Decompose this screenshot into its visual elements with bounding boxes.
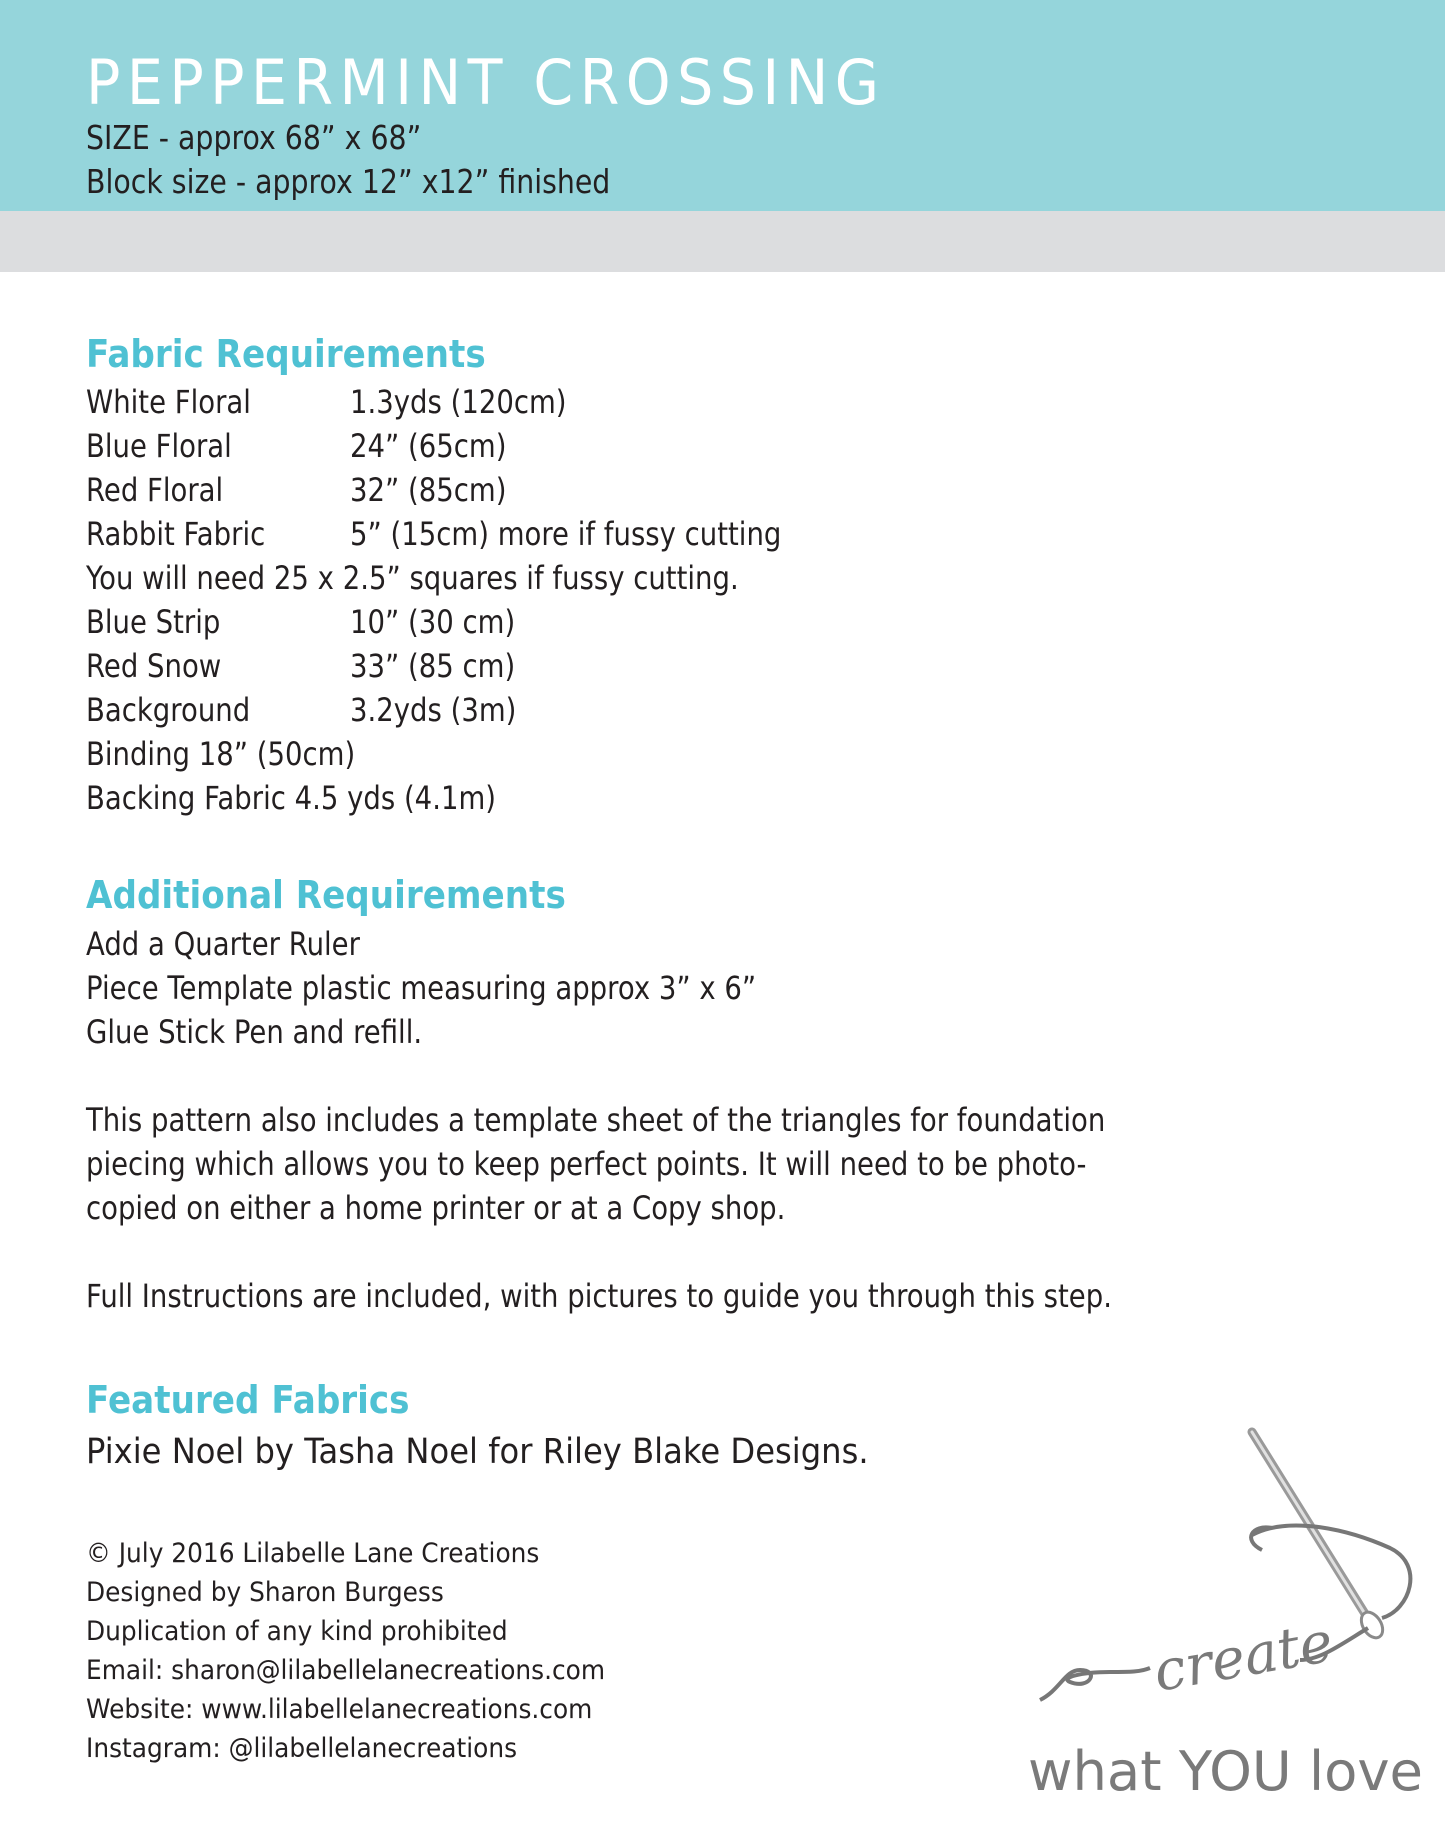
fabric-amount: 33” (85 cm) xyxy=(350,647,516,685)
fabric-amount: 5” (15cm) more if fussy cutting xyxy=(350,515,782,553)
create-what-you-love-logo xyxy=(1020,1420,1430,1820)
template-paragraph-line: copied on either a home printer or at a Copy shop. xyxy=(86,1189,786,1227)
instructions-paragraph: Full Instructions are included, with pictures to guide you through this step. xyxy=(86,1277,1112,1315)
fabric-amount: 24” (65cm) xyxy=(350,427,507,465)
fussy-cutting-note: You will need 25 x 2.5” squares if fussy cutting. xyxy=(86,559,739,597)
template-paragraph-line: piecing which allows you to keep perfect points. It will need to be photo- xyxy=(86,1145,1087,1183)
fabric-amount: 32” (85cm) xyxy=(350,471,507,509)
fabric-name: Background xyxy=(86,691,251,729)
template-paragraph-line: This pattern also includes a template sheet of the triangles for foundation xyxy=(86,1101,1106,1139)
backing-requirement: Backing Fabric 4.5 yds (4.1m) xyxy=(86,779,496,817)
pattern-title: PEPPERMINT CROSSING xyxy=(86,46,886,119)
logo-tagline: what YOU love xyxy=(1028,1740,1423,1803)
additional-item: Glue Stick Pen and refill. xyxy=(86,1013,423,1051)
email-line: Email: sharon@lilabellelanecreations.com xyxy=(86,1655,606,1686)
additional-item: Add a Quarter Ruler xyxy=(86,925,360,963)
fabric-name: Rabbit Fabric xyxy=(86,515,266,553)
fabric-name: White Floral xyxy=(86,383,251,421)
fabric-amount: 3.2yds (3m) xyxy=(350,691,517,729)
fabric-requirements-heading: Fabric Requirements xyxy=(86,332,486,376)
fabric-name: Red Snow xyxy=(86,647,222,685)
logo-word-create: create xyxy=(1148,1609,1338,1705)
additional-item: Piece Template plastic measuring approx 3” x 6” xyxy=(86,969,757,1007)
fabric-name: Red Floral xyxy=(86,471,224,509)
quilt-size: SIZE - approx 68” x 68” xyxy=(86,118,422,157)
featured-fabrics-heading: Featured Fabrics xyxy=(86,1378,410,1422)
header-divider-band xyxy=(0,211,1445,272)
fabric-amount: 1.3yds (120cm) xyxy=(350,383,567,421)
binding-requirement: Binding 18” (50cm) xyxy=(86,735,356,773)
designer-line: Designed by Sharon Burgess xyxy=(86,1577,444,1608)
instagram-line: Instagram: @lilabellelanecreations xyxy=(86,1733,518,1764)
copyright-line: © July 2016 Lilabelle Lane Creations xyxy=(86,1538,540,1569)
fabric-name: Blue Floral xyxy=(86,427,232,465)
website-line: Website: www.lilabellelanecreations.com xyxy=(86,1694,593,1725)
fabric-amount: 10” (30 cm) xyxy=(350,603,516,641)
duplication-notice: Duplication of any kind prohibited xyxy=(86,1616,508,1647)
additional-requirements-heading: Additional Requirements xyxy=(86,873,566,917)
featured-fabrics-text: Pixie Noel by Tasha Noel for Riley Blake Designs. xyxy=(86,1432,869,1472)
block-size: Block size - approx 12” x12” finished xyxy=(86,162,611,201)
fabric-name: Blue Strip xyxy=(86,603,221,641)
